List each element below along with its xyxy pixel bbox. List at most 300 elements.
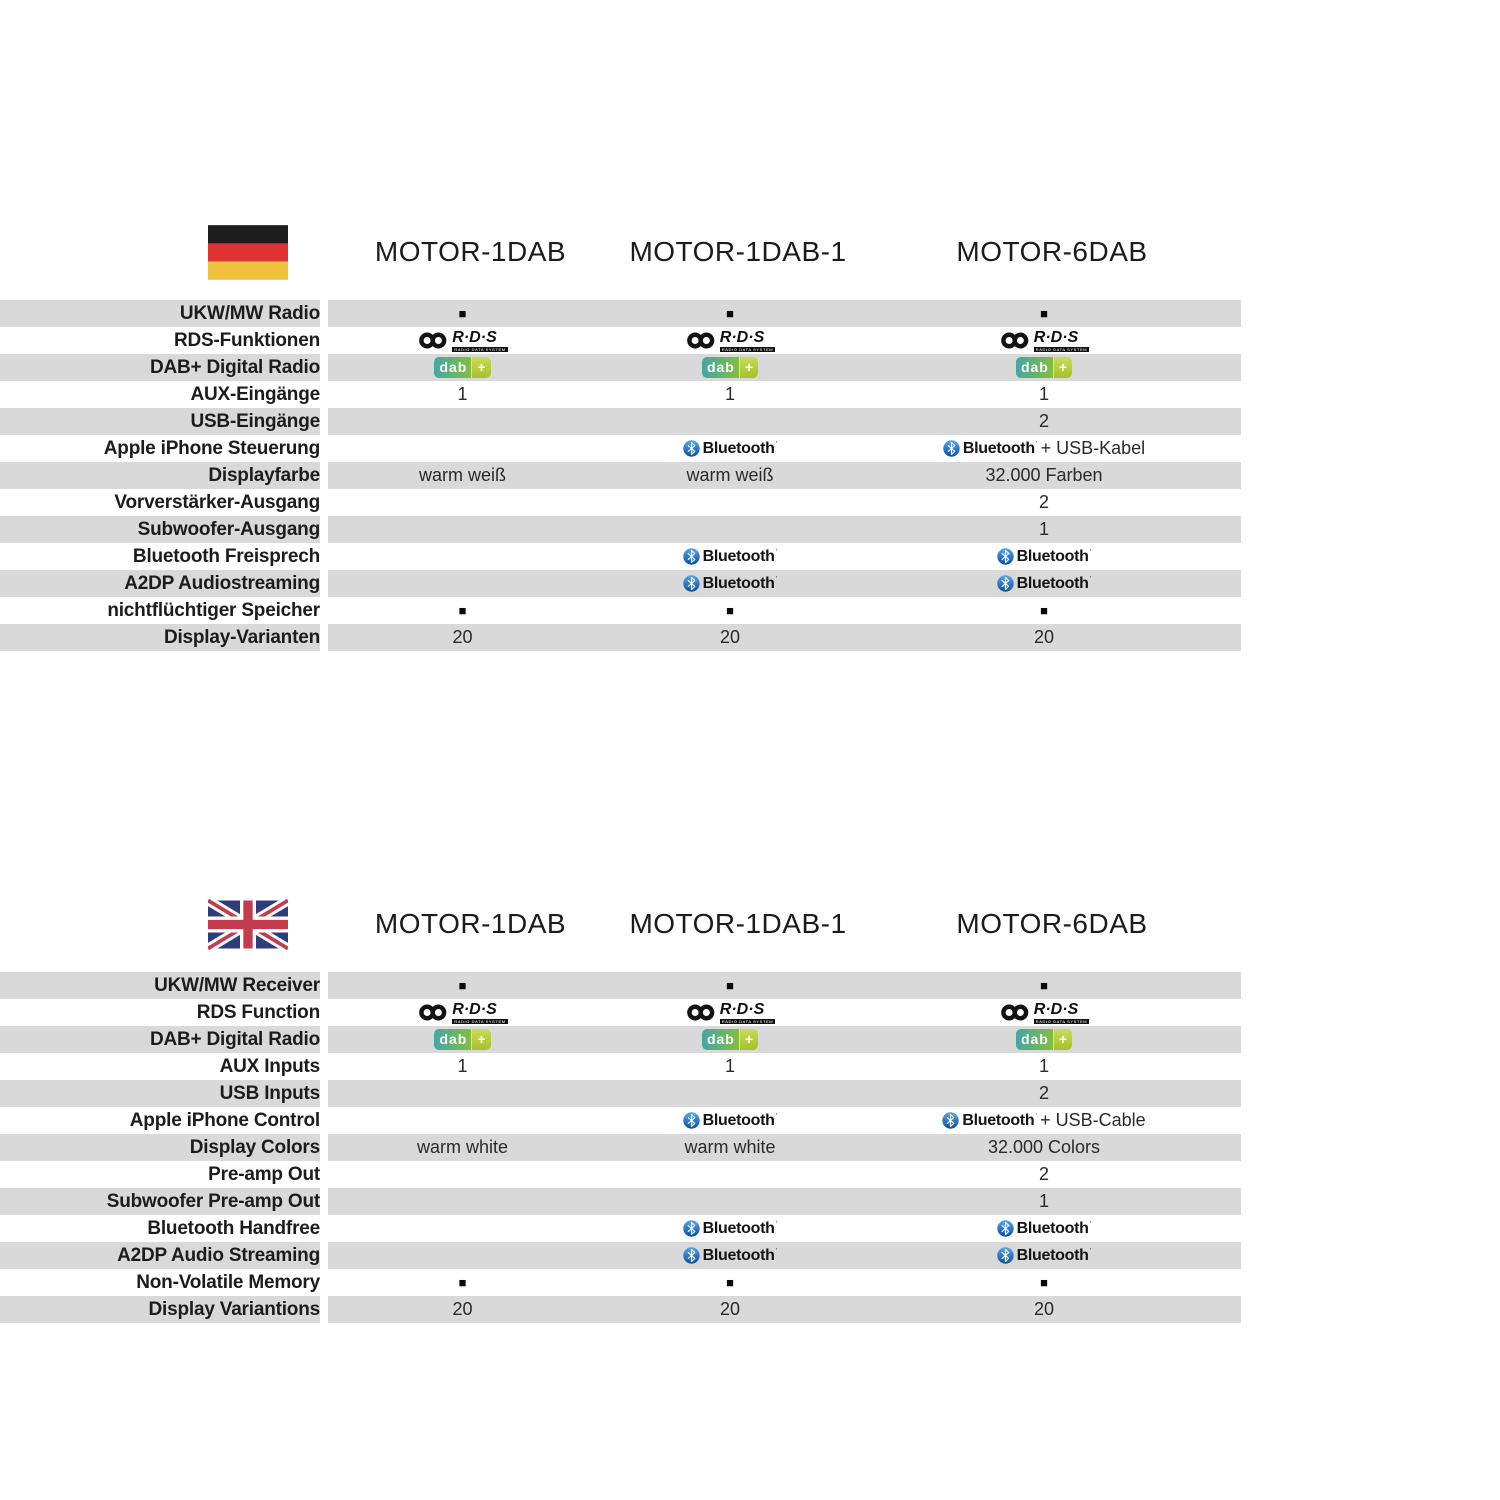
bluetooth-trademark: ’ [775, 1220, 778, 1229]
bluetooth-icon [683, 1112, 700, 1129]
dab-plus-logo [702, 1029, 758, 1050]
bluetooth-logo [997, 575, 1092, 593]
feature-present-square: ■ [458, 603, 467, 618]
table-cell [320, 1053, 605, 1080]
table-cell [320, 999, 605, 1026]
table-cell [855, 543, 1233, 570]
table-cell [320, 1296, 605, 1323]
feature-present-square: ■ [1040, 603, 1048, 618]
table-cell [605, 1080, 855, 1107]
bluetooth-logo [683, 575, 778, 593]
rds-logo-sub-text: RADIO DATA SYSTEM [454, 1018, 506, 1024]
bluetooth-icon [683, 548, 700, 565]
row-label: UKW/MW Radio [179, 303, 320, 324]
bluetooth-trademark: ’ [1089, 548, 1092, 557]
row-label: Subwoofer-Ausgang [137, 519, 320, 540]
bluetooth-wordmark: Bluetooth [702, 1111, 775, 1129]
cell-value: 32.000 Farben [985, 465, 1103, 485]
table-cell [605, 1026, 855, 1053]
feature-present-square: ■ [1040, 1275, 1048, 1290]
rds-rings-icon [999, 1004, 1032, 1021]
rds-logo-text [720, 1002, 775, 1024]
bluetooth-trademark: ’ [1089, 1220, 1092, 1229]
row-label: DAB+ Digital Radio [149, 357, 320, 378]
row-label: A2DP Audiostreaming [124, 573, 320, 594]
table-cell [605, 543, 855, 570]
dab-logo-text: dab [434, 1029, 471, 1050]
rds-logo [999, 330, 1089, 352]
table-cell [855, 1026, 1233, 1053]
bluetooth-icon [683, 575, 700, 592]
rds-rings-icon [685, 1004, 718, 1021]
table-cell [320, 516, 605, 543]
row-label: Bluetooth Freisprech [132, 546, 320, 567]
cell-value: 1 [1038, 519, 1049, 539]
row-cells [320, 462, 1241, 489]
feature-present-square: ■ [458, 306, 467, 321]
table-cell [855, 570, 1233, 597]
row-cells [320, 597, 1241, 624]
table-row [0, 1188, 1241, 1215]
row-label: UKW/MW Receiver [154, 975, 320, 996]
table-cell [320, 354, 605, 381]
table-cell [320, 300, 605, 327]
row-cells [320, 1296, 1241, 1323]
column-headers-row [328, 906, 1241, 942]
row-cells [320, 1242, 1241, 1269]
dab-plus-logo [702, 357, 758, 378]
row-cells [320, 381, 1241, 408]
column-header-motor-1dab-1: MOTOR-1DAB-1 [629, 236, 847, 267]
table-cell [605, 624, 855, 651]
row-label: AUX-Eingänge [190, 384, 320, 405]
rds-rings-icon [417, 1004, 450, 1021]
row-cells [320, 300, 1241, 327]
table-cell [855, 999, 1233, 1026]
rds-logo-sub-text: RADIO DATA SYSTEM [454, 346, 506, 352]
table-row [0, 624, 1241, 651]
table-row [0, 1296, 1241, 1323]
row-label: Display-Varianten [163, 627, 320, 648]
rds-logo-text [720, 330, 775, 352]
feature-present-square: ■ [458, 1275, 467, 1290]
cell-value: warm weiß [686, 465, 774, 485]
cell-value: warm white [416, 1137, 509, 1157]
table-cell [605, 999, 855, 1026]
table-cell [855, 1215, 1233, 1242]
table-row [0, 1215, 1241, 1242]
bluetooth-logo [997, 1247, 1092, 1265]
cell-value: warm white [684, 1137, 776, 1157]
row-label: RDS-Funktionen [173, 330, 320, 351]
feature-present-square: ■ [726, 1275, 734, 1290]
table-cell [605, 435, 855, 462]
rds-logo-text [1034, 1002, 1089, 1024]
feature-present-square: ■ [458, 978, 467, 993]
bluetooth-trademark: ’ [775, 1112, 778, 1121]
bluetooth-icon [943, 440, 960, 457]
column-header-motor-1dab-1: MOTOR-1DAB-1 [629, 908, 847, 939]
row-cells [320, 1215, 1241, 1242]
rds-logo-main-text: R·D·S [719, 328, 765, 346]
table-row [0, 972, 1241, 999]
column-header-motor-6dab: MOTOR-6DAB [956, 236, 1148, 267]
row-label: nichtflüchtiger Speicher [107, 600, 320, 621]
rds-logo-main-text: R·D·S [719, 1000, 765, 1018]
uk-flag-icon [208, 897, 288, 952]
feature-present-square: ■ [726, 978, 734, 993]
row-cells [320, 1053, 1241, 1080]
row-cells [320, 999, 1241, 1026]
row-label: Non-Volatile Memory [136, 1272, 320, 1293]
rds-logo-sub-text: RADIO DATA SYSTEM [1035, 1018, 1088, 1024]
table-cell [605, 597, 855, 624]
table-row [0, 1161, 1241, 1188]
label-column-divider [320, 300, 328, 651]
table-cell [855, 354, 1233, 381]
table-cell [855, 972, 1233, 999]
cell-suffix-text: + USB-Kabel [1040, 438, 1146, 458]
row-cells [320, 1026, 1241, 1053]
table-cell [855, 408, 1233, 435]
table-row [0, 1080, 1241, 1107]
cell-value: 1 [724, 384, 735, 404]
table-cell [855, 1161, 1233, 1188]
table-cell [320, 1188, 605, 1215]
table-row [0, 570, 1241, 597]
bluetooth-icon [683, 440, 700, 457]
row-cells [320, 1134, 1241, 1161]
bluetooth-trademark: ’ [775, 548, 778, 557]
cell-value: 32.000 Colors [987, 1137, 1101, 1157]
row-label: USB Inputs [219, 1083, 320, 1104]
bluetooth-wordmark: Bluetooth [962, 439, 1035, 457]
cell-value: 1 [1038, 384, 1049, 404]
row-cells [320, 354, 1241, 381]
table-row [0, 489, 1241, 516]
table-cell [855, 1134, 1233, 1161]
bluetooth-wordmark: Bluetooth [1016, 574, 1089, 592]
feature-present-square: ■ [1040, 306, 1048, 321]
dab-logo-plus: + [1054, 357, 1072, 378]
table-row [0, 381, 1241, 408]
row-cells [320, 972, 1241, 999]
table-cell [320, 1107, 605, 1134]
dab-plus-logo [1016, 1029, 1072, 1050]
table-cell [320, 597, 605, 624]
table-row [0, 327, 1241, 354]
row-cells [320, 1080, 1241, 1107]
bluetooth-wordmark: Bluetooth [702, 1219, 775, 1237]
table-row [0, 1242, 1241, 1269]
table-cell [605, 1134, 855, 1161]
table-cell [855, 489, 1233, 516]
table-cell [320, 1269, 605, 1296]
dab-logo-text: dab [702, 1029, 739, 1050]
dab-logo-plus: + [740, 357, 758, 378]
rds-logo [417, 1002, 507, 1024]
rds-rings-icon [685, 332, 718, 349]
table-cell [320, 408, 605, 435]
row-label: DAB+ Digital Radio [149, 1029, 320, 1050]
bluetooth-wordmark: Bluetooth [702, 547, 775, 565]
dab-logo-plus: + [1054, 1029, 1072, 1050]
cell-value: 20 [452, 627, 473, 647]
table-row [0, 516, 1241, 543]
dab-logo-text: dab [1016, 357, 1053, 378]
table-cell [605, 381, 855, 408]
row-cells [320, 489, 1241, 516]
table-cell [605, 1269, 855, 1296]
bluetooth-logo [683, 1247, 778, 1265]
row-label: Subwoofer Pre-amp Out [106, 1191, 320, 1212]
table-row [0, 999, 1241, 1026]
bluetooth-wordmark: Bluetooth [1016, 547, 1089, 565]
row-label: Display Colors [189, 1137, 320, 1158]
table-cell [605, 1161, 855, 1188]
bluetooth-icon [997, 1220, 1014, 1237]
table-cell [855, 435, 1233, 462]
rds-logo [685, 1002, 775, 1024]
table-row [0, 462, 1241, 489]
row-cells [320, 435, 1241, 462]
table-cell [605, 570, 855, 597]
table-cell [855, 1053, 1233, 1080]
cell-suffix-text: + USB-Cable [1040, 1110, 1146, 1130]
bluetooth-wordmark: Bluetooth [962, 1111, 1035, 1129]
dab-logo-text: dab [434, 357, 471, 378]
bluetooth-trademark: ’ [1089, 1247, 1092, 1256]
bluetooth-logo [683, 1220, 778, 1238]
table-cell [605, 300, 855, 327]
table-row [0, 435, 1241, 462]
table-cell [605, 1107, 855, 1134]
table-cell [855, 1107, 1233, 1134]
german-feature-table [0, 300, 1241, 651]
cell-value: 1 [1038, 1056, 1049, 1076]
cell-value: 20 [719, 1299, 741, 1319]
table-row [0, 1134, 1241, 1161]
table-cell [605, 1053, 855, 1080]
bluetooth-icon [683, 1220, 700, 1237]
rds-logo-sub-text: RADIO DATA SYSTEM [721, 1018, 774, 1024]
table-cell [320, 1242, 605, 1269]
row-cells [320, 408, 1241, 435]
table-cell [855, 381, 1233, 408]
bluetooth-icon [997, 548, 1014, 565]
bluetooth-trademark: ’ [775, 1247, 778, 1256]
rds-logo-main-text: R·D·S [452, 328, 497, 346]
cell-value: 20 [1033, 627, 1055, 647]
table-cell [320, 381, 605, 408]
cell-value: 2 [1038, 1164, 1049, 1184]
table-cell [320, 543, 605, 570]
row-label: Bluetooth Handfree [147, 1218, 320, 1239]
english-comparison-section [0, 672, 1500, 1332]
table-cell [855, 1188, 1233, 1215]
table-cell [320, 1215, 605, 1242]
table-row [0, 543, 1241, 570]
table-cell [855, 462, 1233, 489]
row-cells [320, 1188, 1241, 1215]
rds-logo-text [452, 330, 507, 352]
row-cells [320, 624, 1241, 651]
dab-plus-logo [1016, 357, 1072, 378]
table-cell [855, 327, 1233, 354]
row-label: USB-Eingänge [190, 411, 320, 432]
table-cell [855, 300, 1233, 327]
bluetooth-icon [683, 1247, 700, 1264]
cell-value: 20 [719, 627, 741, 647]
table-cell [605, 1188, 855, 1215]
cell-value: 20 [452, 1299, 473, 1319]
bluetooth-trademark: ’ [775, 440, 778, 449]
bluetooth-trademark: ’ [775, 575, 778, 584]
column-header-motor-1dab: MOTOR-1DAB [374, 908, 567, 939]
table-row [0, 1269, 1241, 1296]
rds-rings-icon [999, 332, 1032, 349]
rds-logo-text [452, 1002, 507, 1024]
table-cell [605, 1215, 855, 1242]
row-label: Vorverstärker-Ausgang [114, 492, 320, 513]
cell-value: 20 [1033, 1299, 1055, 1319]
rds-logo-main-text: R·D·S [1033, 328, 1079, 346]
table-row [0, 1026, 1241, 1053]
dab-plus-logo [434, 1029, 490, 1050]
table-cell [320, 435, 605, 462]
table-cell [605, 516, 855, 543]
row-cells [320, 570, 1241, 597]
row-cells [320, 543, 1241, 570]
dab-logo-text: dab [702, 357, 739, 378]
germany-flag-icon [208, 225, 288, 280]
label-column-divider [320, 972, 328, 1323]
row-cells [320, 1161, 1241, 1188]
row-cells [320, 516, 1241, 543]
table-cell [605, 462, 855, 489]
row-label: Apple iPhone Control [129, 1110, 320, 1131]
row-cells [320, 1107, 1241, 1134]
row-label: Displayfarbe [208, 465, 320, 486]
table-cell [855, 516, 1233, 543]
table-cell [320, 327, 605, 354]
row-label: AUX Inputs [219, 1056, 320, 1077]
bluetooth-trademark: ’ [1089, 575, 1092, 584]
table-cell [855, 1269, 1233, 1296]
row-cells [320, 1269, 1241, 1296]
table-cell [855, 1242, 1233, 1269]
rds-logo [685, 330, 775, 352]
table-cell [320, 1080, 605, 1107]
dab-logo-plus: + [472, 1029, 490, 1050]
row-cells [320, 327, 1241, 354]
table-row [0, 1107, 1241, 1134]
table-cell [855, 624, 1233, 651]
cell-value: 1 [457, 384, 468, 404]
bluetooth-icon [942, 1112, 959, 1129]
rds-logo [417, 330, 507, 352]
bluetooth-wordmark: Bluetooth [1016, 1246, 1089, 1264]
table-cell [320, 489, 605, 516]
table-cell [320, 1026, 605, 1053]
rds-logo-sub-text: RADIO DATA SYSTEM [1035, 346, 1088, 352]
rds-logo-main-text: R·D·S [452, 1000, 497, 1018]
bluetooth-wordmark: Bluetooth [702, 574, 775, 592]
cell-value: warm weiß [418, 465, 506, 485]
cell-value: 1 [457, 1056, 468, 1076]
rds-logo-sub-text: RADIO DATA SYSTEM [721, 346, 774, 352]
cell-value: 2 [1038, 1083, 1049, 1103]
bluetooth-logo [942, 1110, 1145, 1131]
row-label: Pre-amp Out [208, 1164, 320, 1185]
bluetooth-trademark: ’ [1035, 440, 1038, 449]
english-feature-table [0, 972, 1241, 1323]
table-cell [605, 354, 855, 381]
table-cell [320, 972, 605, 999]
bluetooth-trademark: ’ [1035, 1112, 1038, 1121]
rds-logo-main-text: R·D·S [1033, 1000, 1079, 1018]
bluetooth-logo [683, 440, 778, 458]
table-cell [855, 1080, 1233, 1107]
table-cell [605, 1296, 855, 1323]
bluetooth-icon [997, 1247, 1014, 1264]
column-header-motor-1dab: MOTOR-1DAB [374, 236, 567, 267]
table-cell [605, 408, 855, 435]
table-cell [605, 972, 855, 999]
feature-present-square: ■ [726, 306, 734, 321]
rds-rings-icon [417, 332, 450, 349]
table-cell [320, 462, 605, 489]
table-cell [855, 597, 1233, 624]
table-row [0, 300, 1241, 327]
table-row [0, 408, 1241, 435]
table-row [0, 597, 1241, 624]
table-cell [855, 1296, 1233, 1323]
bluetooth-wordmark: Bluetooth [1016, 1219, 1089, 1237]
table-row [0, 1053, 1241, 1080]
feature-present-square: ■ [1040, 978, 1048, 993]
row-label: Display Variantions [148, 1299, 320, 1320]
dab-logo-plus: + [740, 1029, 758, 1050]
bluetooth-logo [997, 548, 1092, 566]
row-label: Apple iPhone Steuerung [103, 438, 320, 459]
dab-plus-logo [434, 357, 490, 378]
column-headers-row [328, 234, 1241, 270]
cell-value: 1 [1038, 1191, 1049, 1211]
table-cell [320, 1161, 605, 1188]
table-cell [605, 1242, 855, 1269]
bluetooth-logo [683, 1112, 778, 1130]
cell-value: 2 [1038, 492, 1049, 512]
bluetooth-logo [683, 548, 778, 566]
dab-logo-text: dab [1016, 1029, 1053, 1050]
table-cell [605, 489, 855, 516]
rds-logo [999, 1002, 1089, 1024]
table-cell [320, 570, 605, 597]
row-label: RDS Function [196, 1002, 320, 1023]
bluetooth-logo [943, 438, 1145, 459]
bluetooth-wordmark: Bluetooth [702, 439, 775, 457]
table-cell [320, 624, 605, 651]
german-comparison-section [0, 0, 1500, 660]
dab-logo-plus: + [472, 357, 490, 378]
table-row [0, 354, 1241, 381]
bluetooth-icon [997, 575, 1014, 592]
feature-present-square: ■ [726, 603, 734, 618]
rds-logo-text [1034, 330, 1089, 352]
cell-value: 2 [1038, 411, 1049, 431]
row-label: A2DP Audio Streaming [117, 1245, 320, 1266]
